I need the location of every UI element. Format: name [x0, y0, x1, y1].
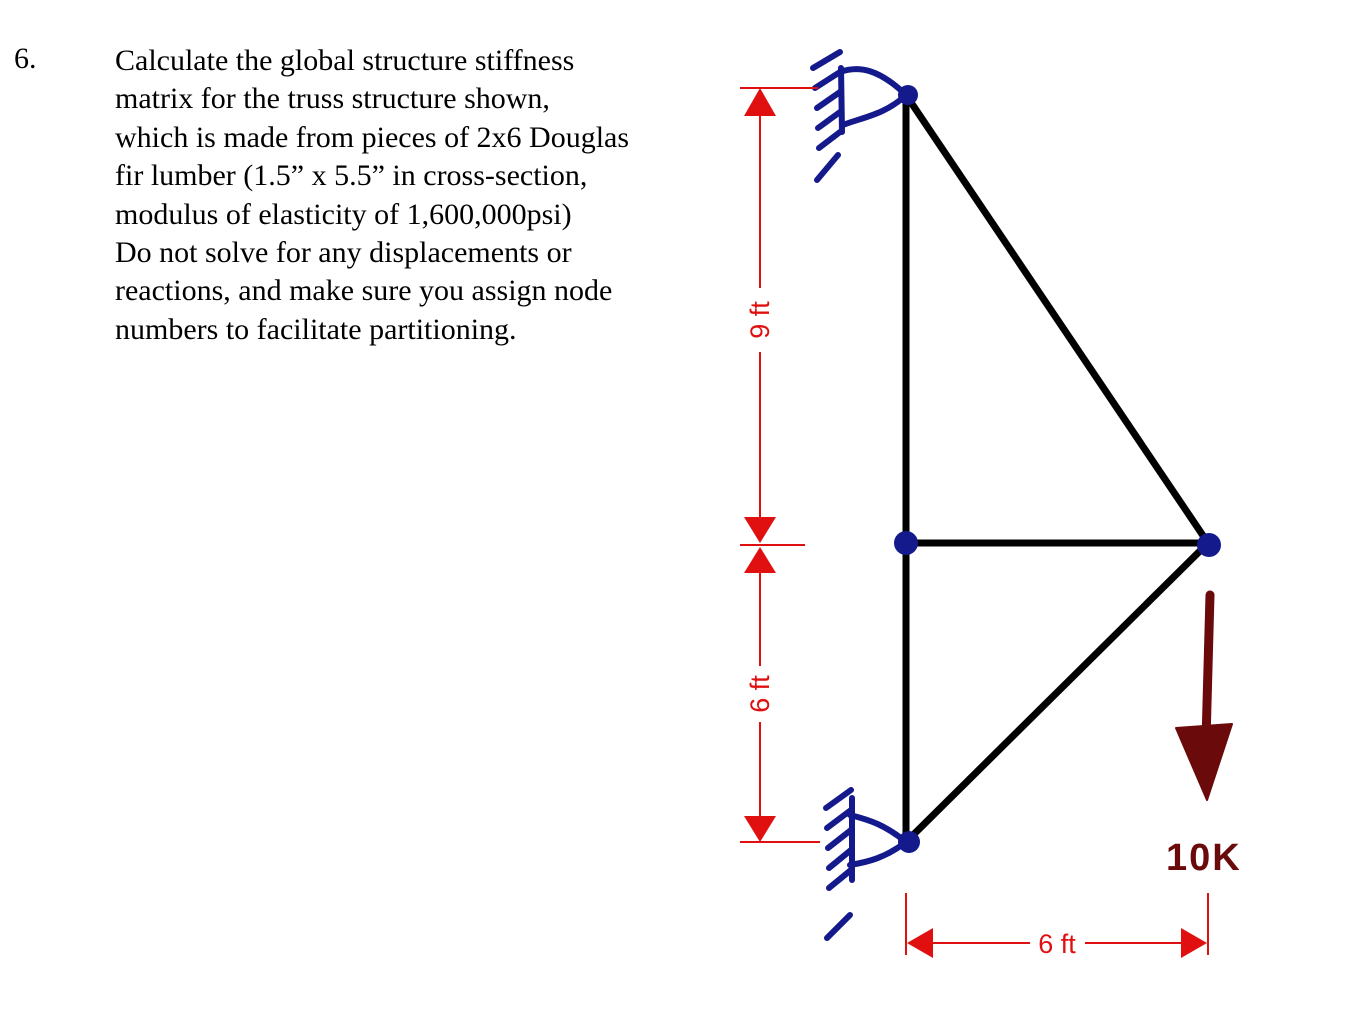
- problem-line: Do not solve for any displacements or: [115, 236, 572, 270]
- problem-line: which is made from pieces of 2x6 Douglas: [115, 120, 630, 154]
- arrowhead-up-icon: [744, 88, 776, 116]
- arrowhead-down-icon: [744, 816, 776, 842]
- problem-number: 6.: [14, 42, 37, 75]
- problem-line: matrix for the truss structure shown,: [115, 82, 550, 116]
- problem-line: numbers to facilitate partitioning.: [115, 312, 517, 346]
- node-right: [1197, 533, 1221, 557]
- vertical-dimension: [740, 88, 820, 842]
- dimension-label-upper: 9 ft: [745, 301, 775, 339]
- arrowhead-left-icon: [907, 928, 933, 958]
- problem-line: reactions, and make sure you assign node: [115, 274, 613, 308]
- problem-line: fir lumber (1.5” x 5.5” in cross-section,: [115, 159, 588, 193]
- arrowhead-right-icon: [1181, 928, 1207, 958]
- node-bottom: [898, 831, 920, 853]
- node-top: [898, 85, 918, 105]
- load-arrow-icon: [1176, 595, 1232, 800]
- dimension-label-lower: 6 ft: [745, 675, 775, 713]
- dimension-label-horizontal: 6 ft: [1038, 929, 1076, 959]
- arrowhead-down-icon: [744, 517, 776, 543]
- bottom-pin-support: [826, 790, 906, 938]
- truss-nodes: [894, 85, 1221, 853]
- member-diagonal-top: [906, 95, 1208, 543]
- arrowhead-up-icon: [744, 547, 776, 573]
- truss-members: [906, 95, 1208, 842]
- member-diagonal-bottom: [906, 543, 1208, 842]
- node-middle: [894, 531, 918, 555]
- problem-line: Calculate the global structure stiffness: [115, 44, 575, 77]
- top-pin-support: [813, 52, 906, 180]
- load-label: 10K: [1166, 837, 1242, 879]
- problem-line: modulus of elasticity of 1,600,000psi): [115, 197, 572, 231]
